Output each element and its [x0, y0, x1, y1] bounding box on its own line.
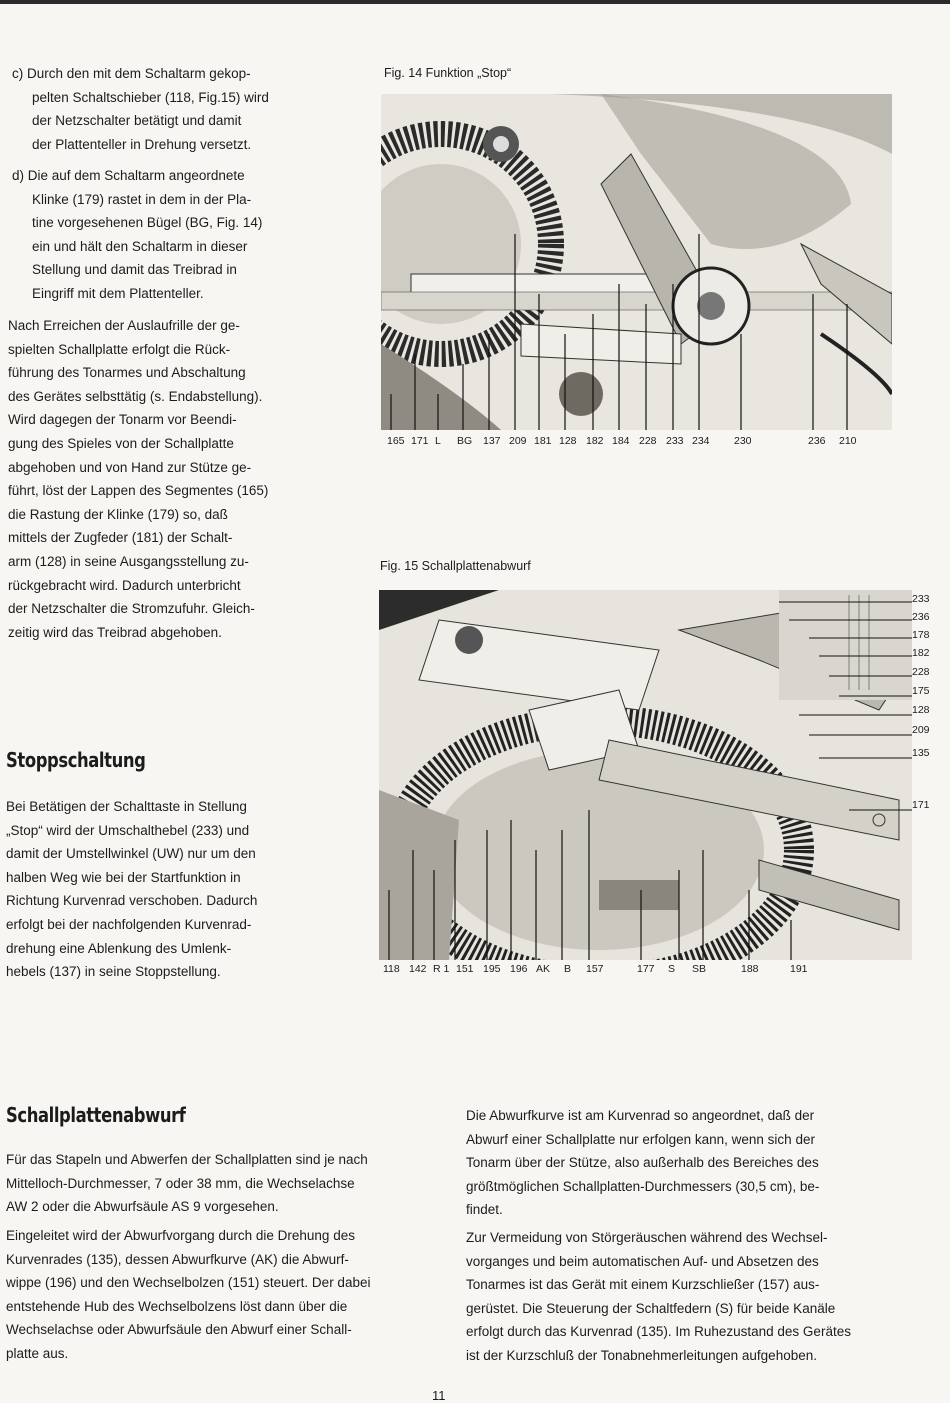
callout-label: 196 [510, 963, 528, 975]
callout-label: 181 [534, 435, 552, 447]
callout-label: 236 [912, 611, 930, 623]
callout-label: 236 [808, 435, 826, 447]
stoppschaltung-heading: Stoppschaltung [6, 748, 146, 772]
callout-label: 182 [586, 435, 604, 447]
callout-label: 234 [692, 435, 710, 447]
callout-label: B [564, 963, 572, 975]
callout-label: 171 [912, 799, 930, 811]
callout-label: 230 [734, 435, 752, 447]
callout-label: 209 [509, 435, 527, 447]
callout-label: 165 [387, 435, 405, 447]
callout-label: 128 [559, 435, 577, 447]
fig15-caption: Fig. 15 Schallplattenabwurf [380, 559, 531, 573]
callout-label: 118 [383, 963, 400, 975]
endabstellung-paragraph: Nach Erreichen der Auslaufrille der ge- spielten Schallplatte erfolgt die Rück- führung des Tonarmes und Abschaltung des Gerätes selbsttätig (s. Endabstellung). Wird dagegen der Tonarm vor Beendi- gung des Spieles von der Schallplatte abgehoben und von Hand zur Stütze ge- führt, löst der Lappen des Segmentes (165) die Rastung der Klinke (179) so, daß mittels der Zugfeder (181) der Schalt- arm (128) in seine Ausgangsstellung zu- rückgebracht wird. Dadurch unterbricht der Netzschalter die Stromzufuhr. Gleich- zeitig wird das Treibrad abgehoben. [8, 318, 269, 640]
stoppschaltung-paragraph: Bei Betätigen der Schalttaste in Stellung „Stop“ wird der Umschalthebel (233) und damit der Umstellwinkel (UW) nur um den halben Weg wie bei der Startfunktion in Richtung Kurvenrad verschoben. Dadurch erfolgt bei der nachfolgenden Kurvenrad- drehung eine Ablenkung des Umlenk- hebels (137) in seine Stoppstellung. [6, 799, 258, 980]
callout-label: 177 [637, 963, 655, 975]
callout-label: 195 [483, 963, 501, 975]
abwurf-paragraph-3: Die Abwurfkurve ist am Kurvenrad so angeordnet, daß der Abwurf einer Schallplatte nur erfolgen kann, wenn sich der Tonarm über der Stütze, also außerhalb des Bereiches des größtmöglichen Schallplatten-Durchmessers (30,5 cm), be- findet. [466, 1108, 820, 1218]
callout-label: 151 [456, 963, 474, 975]
abwurf-paragraph-4: Zur Vermeidung von Störgeräuschen während des Wechsel- vorganges und beim automatischen Auf- und Absetzen des Tonarmes ist das Gerät mit einem Kurzschließer (157) aus- gerüstet. Die Steuerung der Schaltfedern (S) für beide Kanäle erfolgt durch das Kurvenrad (135). Im Ruhezustand des Gerätes ist der Kurzschluß der Tonabnehmerleitungen aufgehoben. [466, 1230, 851, 1363]
callout-label: S [668, 963, 676, 975]
callout-label: 210 [839, 435, 857, 447]
callout-label: 135 [912, 747, 930, 759]
callout-label: 178 [912, 629, 930, 641]
callout-label: AK [536, 963, 551, 975]
callout-label: 233 [666, 435, 684, 447]
abwurf-heading: Schallplattenabwurf [6, 1103, 186, 1127]
abwurf-paragraph-1: Für das Stapeln und Abwerfen der Schallplatten sind je nach Mittelloch-Durchmesser, 7 oder 38 mm, die Wechselachse AW 2 oder die Abwurfsäule AS 9 vorgesehen. [6, 1152, 368, 1215]
item-c: c) Durch den mit dem Schaltarm gekop- pelten Schaltschieber (118, Fig.15) wird der Netzschalter betätigt und damit der Plattenteller in Drehung versetzt. [12, 66, 269, 152]
callout-label: BG [457, 435, 473, 447]
callout-label: 137 [483, 435, 501, 447]
page-number: 11 [432, 1388, 446, 1403]
callout-label: 228 [912, 666, 930, 678]
callout-label: 233 [912, 593, 930, 605]
callout-label: 209 [912, 724, 930, 736]
callout-label: SB [692, 963, 707, 975]
fig14-caption: Fig. 14 Funktion „Stop“ [384, 66, 512, 80]
callout-label: 228 [639, 435, 657, 447]
callout-label: 171 [411, 435, 429, 447]
callout-label: L [435, 435, 441, 447]
fig15-bottom-callouts [383, 963, 823, 979]
callout-label: 182 [912, 647, 930, 659]
fig14-photo [381, 94, 892, 430]
callout-label: 191 [790, 963, 808, 975]
top-rule [0, 0, 950, 4]
item-d: d) Die auf dem Schaltarm angeordnete Klinke (179) rastet in dem in der Pla- tine vorgesehenen Bügel (BG, Fig. 14) ein und hält den Schaltarm in dieser Stellung und damit das Treibrad in Eingriff mit dem Plattenteller. [12, 168, 263, 301]
fig15-right-callouts [912, 593, 950, 833]
callout-label: 128 [912, 704, 930, 716]
callout-label: 175 [912, 685, 930, 697]
callout-label: 188 [741, 963, 759, 975]
callout-label: 142 [409, 963, 427, 975]
fig14-callouts [381, 435, 892, 451]
fig15-photo [379, 590, 912, 960]
callout-label: 184 [612, 435, 630, 447]
callout-label: 157 [586, 963, 604, 975]
callout-label: R 1 [433, 963, 450, 975]
abwurf-paragraph-2: Eingeleitet wird der Abwurfvorgang durch die Drehung des Kurvenrades (135), dessen Abwurfkurve (AK) die Abwurf- wippe (196) und den Wechselbolzen (151) steuert. Der dabei entstehende Hub des Wechselbolzens löst dann über die Wechselachse oder Abwurfsäule den Abwurf einer Schall- platte aus. [6, 1228, 371, 1361]
